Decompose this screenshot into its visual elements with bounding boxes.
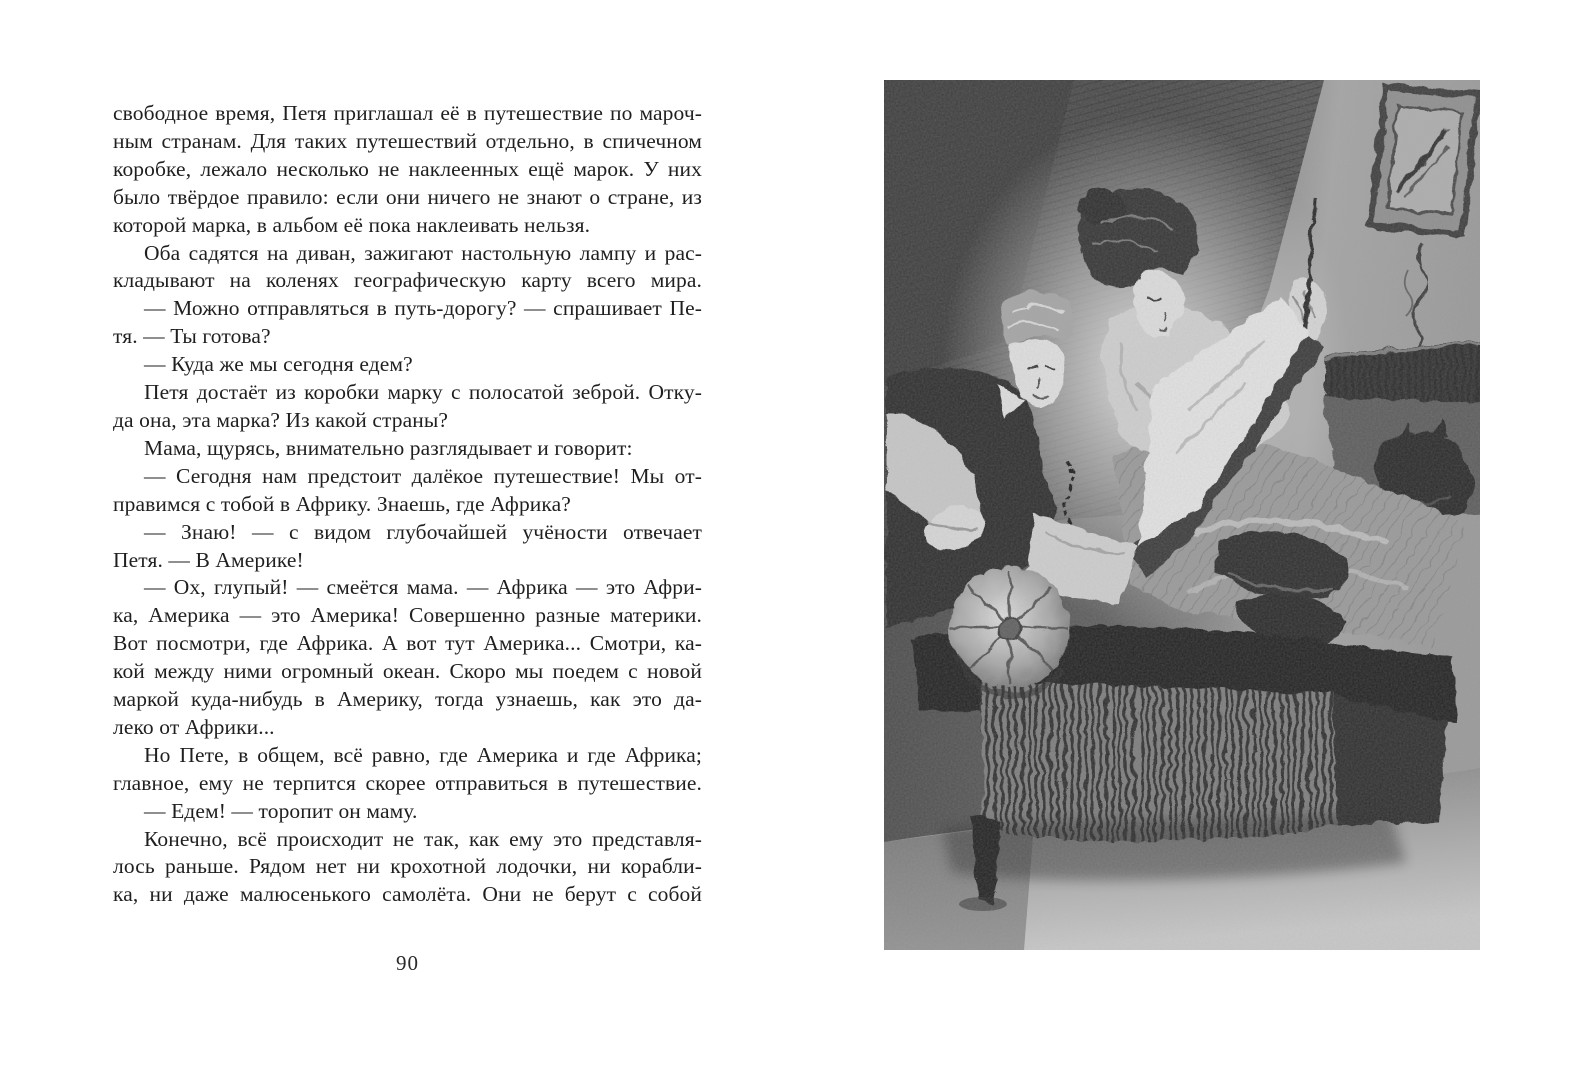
text-line: Петя. — В Америке! — [113, 547, 304, 572]
text-line: — Куда же мы сегодня едем? — [144, 352, 413, 377]
text-line: тя. — Ты готова? — [113, 324, 271, 349]
text-line: — Едем! — торопит он маму. — [144, 798, 418, 823]
text-line: ка, ни даже малюсенького самолёта. Они не берут с собой — [113, 882, 702, 907]
text-line: правимся с тобой в Африку. Знаешь, где Африка? — [113, 491, 571, 516]
text-line: Конечно, всё происходит не так, как ему это представля- — [144, 826, 702, 851]
text-line: ным странам. Для таких путешествий отдельно, в спичечном — [113, 128, 702, 153]
text-line: лось раньше. Рядом нет ни крохотной лодочки, ни корабли- — [113, 854, 702, 879]
text-line: кладывают на коленях географическую карту всего мира. — [113, 268, 702, 293]
text-line: которой марка, в альбом её пока наклеивать нельзя. — [113, 212, 591, 237]
text-line: главное, ему не терпится скорее отправиться в путешествие. — [113, 770, 702, 795]
text-line: Вот посмотри, где Африка. А вот тут Америка... Смотри, ка- — [113, 631, 702, 656]
text-line: Но Пете, в общем, всё равно, где Америка и где Африка; — [144, 742, 702, 767]
text-line: ка, Америка — это Америка! Совершенно разные материки. — [113, 603, 702, 628]
illustration-canvas — [884, 80, 1480, 950]
text-line: да она, эта марка? Из какой страны? — [113, 407, 449, 432]
left-page-text-column — [113, 100, 702, 909]
text-line: — Знаю! — с видом глубочайшей учёности отвечает — [144, 519, 702, 544]
text-line: коробке, лежало несколько не наклеенных ещё марок. У них — [113, 156, 702, 181]
text-line: — Сегодня нам предстоит далёкое путешествие! Мы от- — [144, 463, 702, 488]
right-page-illustration — [884, 80, 1480, 950]
charcoal-grain-overlay — [884, 80, 1480, 950]
text-line: Оба садятся на диван, зажигают настольную лампу и рас- — [144, 240, 702, 265]
text-line: свободное время, Петя приглашал её в путешествие по мароч- — [113, 101, 702, 125]
text-line: Мама, щурясь, внимательно разглядывает и говорит: — [144, 435, 633, 460]
text-line: было твёрдое правило: если они ничего не знают о стране, из — [113, 184, 702, 209]
text-line: леко от Африки... — [113, 714, 275, 739]
page-number: 90 — [396, 951, 419, 975]
text-line: — Можно отправляться в путь-дорогу? — спрашивает Пе- — [144, 296, 702, 321]
text-line: маркой куда-нибудь в Америку, тогда узнаешь, как это да- — [113, 687, 702, 712]
text-line: — Ох, глупый! — смеётся мама. — Африка — это Афри- — [144, 575, 702, 600]
text-line: Петя достаёт из коробки марку с полосатой зеброй. Отку- — [144, 380, 702, 405]
text-line: кой между ними огромный океан. Скоро мы поедем с новой — [113, 659, 702, 684]
